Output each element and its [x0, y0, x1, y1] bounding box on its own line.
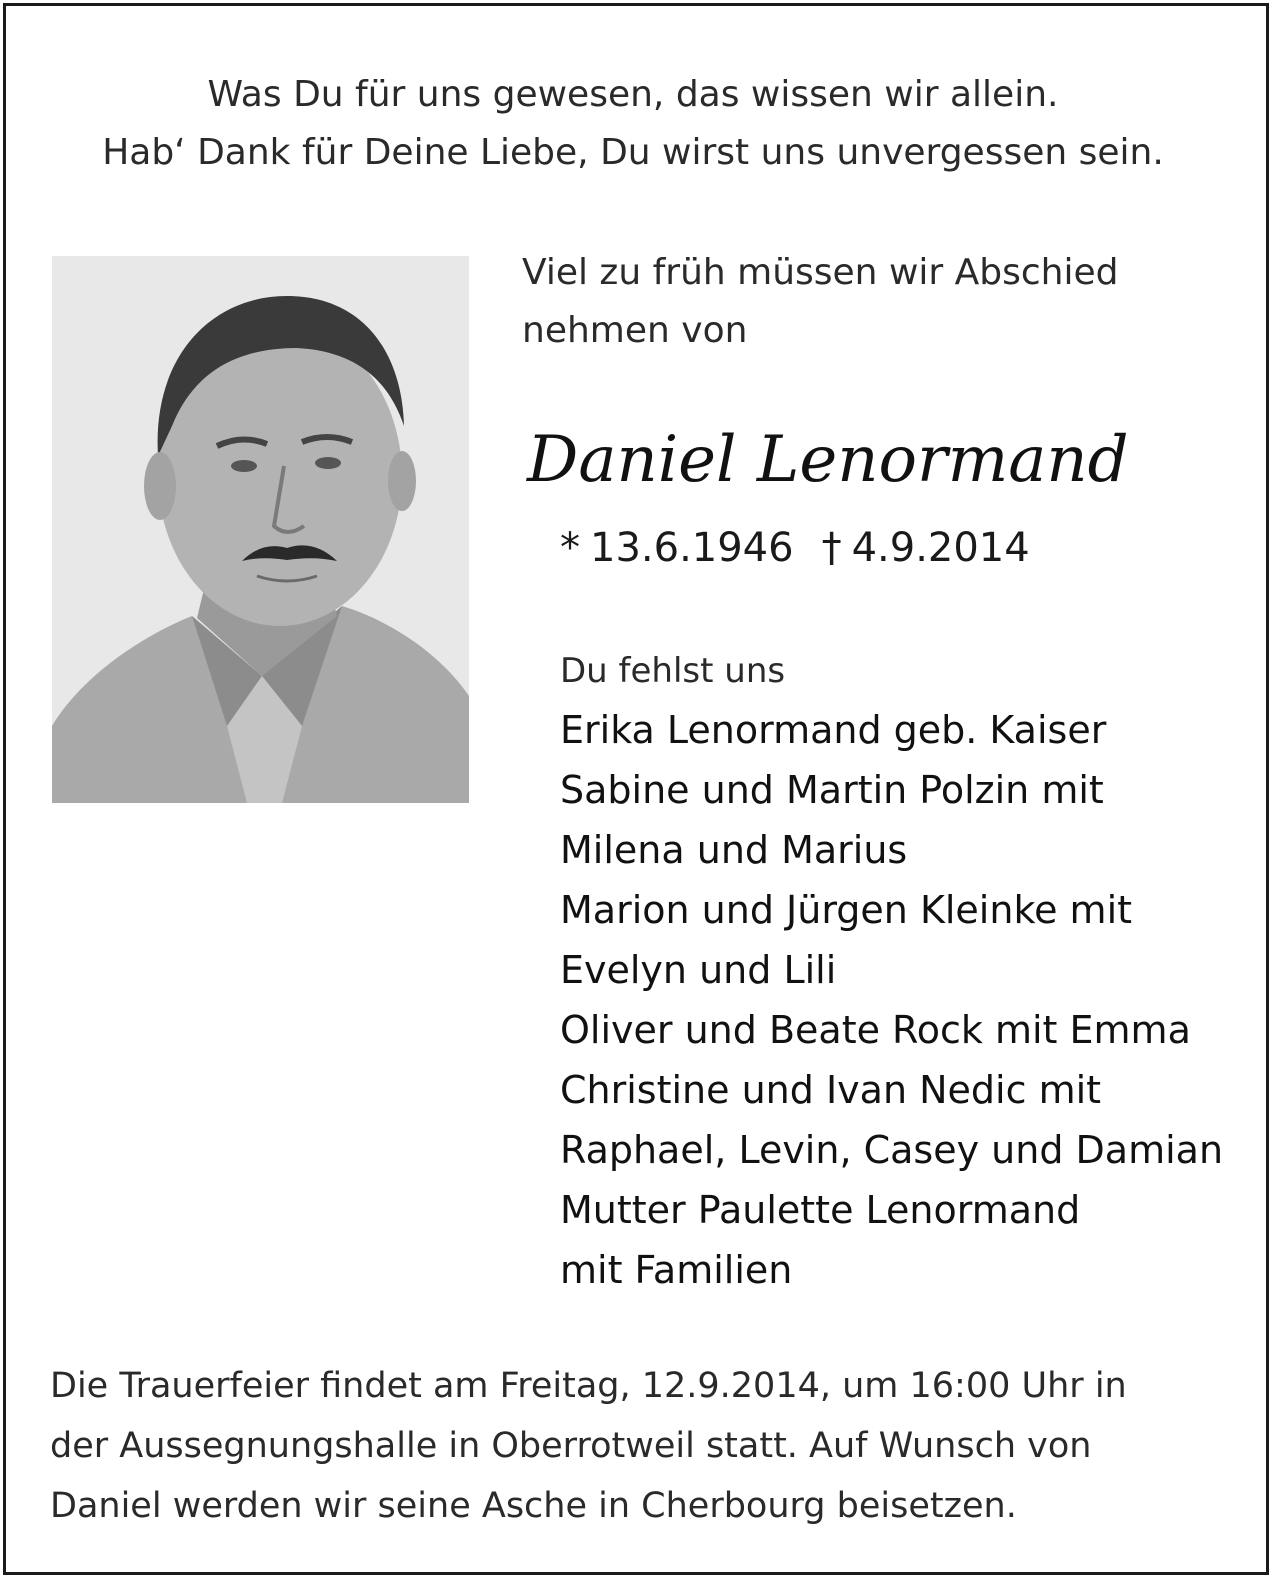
cross-icon: †: [821, 525, 842, 571]
mourner-line: Raphael, Levin, Casey und Damian: [560, 1128, 1224, 1172]
mourner-line: Christine und Ivan Nedic mit: [560, 1068, 1102, 1112]
ceremony-line-2: der Aussegnungshalle in Oberrotweil statt. Auf Wunsch von: [50, 1426, 1092, 1466]
motto-line-2: Hab‘ Dank für Deine Liebe, Du wirst uns unvergessen sein.: [102, 132, 1164, 173]
farewell-intro: [522, 244, 1118, 360]
death-date: 4.9.2014: [851, 525, 1030, 571]
motto-verse: [0, 66, 1266, 182]
portrait-illustration: [52, 256, 469, 803]
ceremony-line-1: Die Trauerfeier findet am Freitag, 12.9.2014, um 16:00 Uhr in: [50, 1366, 1127, 1406]
mourner-line: Erika Lenormand geb. Kaiser: [560, 708, 1107, 752]
mourner-line: Mutter Paulette Lenormand: [560, 1188, 1081, 1232]
motto-line-1: Was Du für uns gewesen, das wissen wir allein.: [207, 74, 1059, 115]
mourners-heading: Du fehlst uns: [560, 651, 786, 691]
mourner-line: Marion und Jürgen Kleinke mit: [560, 888, 1133, 932]
intro-line-1: Viel zu früh müssen wir Abschied: [522, 252, 1119, 293]
deceased-name: Daniel Lenormand: [527, 423, 1129, 497]
intro-line-2: nehmen von: [522, 310, 748, 351]
star-icon: *: [560, 525, 580, 571]
mourner-line: Evelyn und Lili: [560, 948, 837, 992]
portrait-photo: [52, 256, 469, 803]
ceremony-line-3: Daniel werden wir seine Asche in Cherbourg beisetzen.: [50, 1486, 1017, 1526]
ceremony-notice: [50, 1356, 1127, 1536]
mourner-line: Sabine und Martin Polzin mit: [560, 768, 1104, 812]
birth-date: 13.6.1946: [590, 525, 794, 571]
mourner-line: Milena und Marius: [560, 828, 908, 872]
mourners-list: [560, 700, 1223, 1300]
mourner-line: mit Familien: [560, 1248, 793, 1292]
mourner-line: Oliver und Beate Rock mit Emma: [560, 1008, 1191, 1052]
life-dates: [560, 520, 1030, 576]
